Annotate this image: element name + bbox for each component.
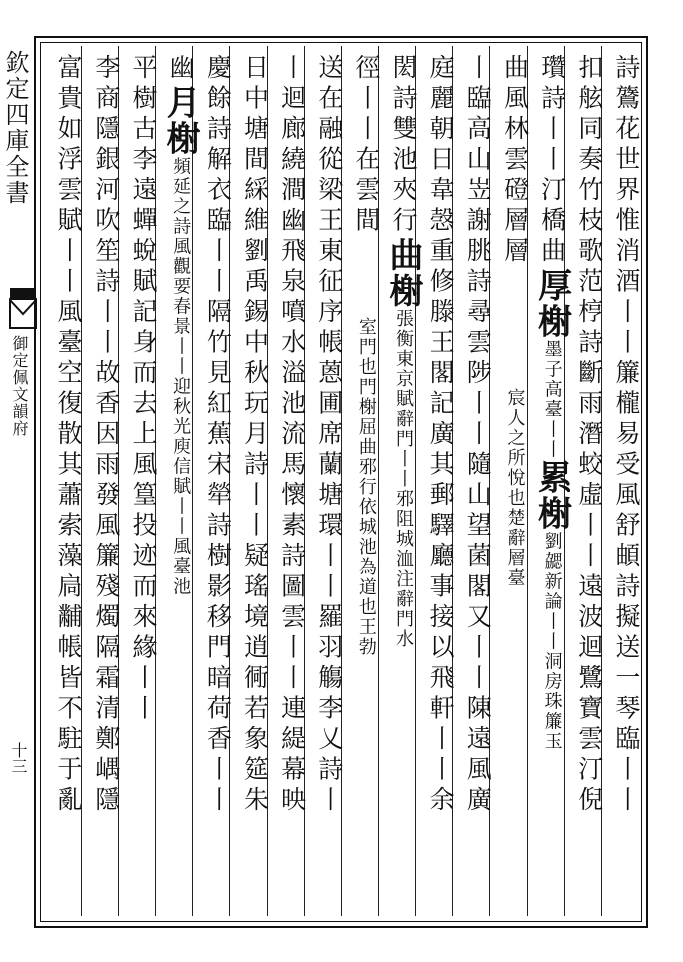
column-text <box>160 54 201 914</box>
text-run: 幽 <box>166 54 196 85</box>
column-8 <box>341 46 381 916</box>
annotation: 頻延之詩風觀要春景丨丨迎秋光庾信賦丨丨風臺池 <box>170 156 192 597</box>
text-run: 閎詩雙池夾行 <box>389 54 419 237</box>
column-3 <box>527 46 572 916</box>
column-11 <box>229 46 270 916</box>
headword-lei-xie: 累榭 <box>531 459 572 532</box>
annotation: 宸人之所悅也楚辭層臺 <box>504 387 526 588</box>
column-text: 丨臨高山岦謝朓詩尋雲陟丨丨隨山望菌閣又丨丨陳遠風廣 <box>463 54 493 817</box>
column-text: 扣舷同奏竹枝歌范梈詩斷雨潛蛟虛丨丨遠波迴鷺寶雲汀倪 <box>574 54 604 817</box>
text-columns <box>44 46 641 916</box>
column-text <box>349 54 383 914</box>
annotation: 室門也門榭屈曲邪行依城池為道也王勃 <box>355 317 377 657</box>
text-run: 曲風林雲磴層層 <box>500 54 530 268</box>
headword-hou-xie: 厚榭 <box>531 267 572 340</box>
book-title: 欽定四庫全書 <box>1 50 29 206</box>
column-text: 丨迴廊繞澗幽飛泉噴水溢池流馬懷素詩圖雲丨丨連緹幕映 <box>277 54 307 817</box>
column-text: 平樹古李遠蟬蛻賦記身而去上風篁投迹而來緣丨丨 <box>129 54 159 725</box>
fishtail-mark-icon <box>10 288 36 328</box>
column-13 <box>155 46 201 916</box>
annotation: 墨子高臺丨丨 <box>541 339 563 460</box>
column-9 <box>304 46 344 916</box>
page-number: 十三 <box>9 742 28 774</box>
column-text: 富貴如浮雲賦丨丨風臺空復散其蕭索藻扃黼帳皆不駐于亂 <box>54 54 83 817</box>
annotation: 張衡東京賦辭門丨丨邪阻城洫注辭門水 <box>393 309 415 649</box>
column-text: 送在融從梁王東征序帳蒽圃席蘭塘環丨丨羅羽觴李乂詩丨 <box>314 54 344 817</box>
text-run: 瓚詩丨丨汀橋曲 <box>537 54 567 268</box>
column-text: 詩鷟花世界惟消酒丨丨簾櫳易受風舒頔詩擬送一琴臨丨丨 <box>611 54 641 817</box>
column-1 <box>601 46 641 916</box>
column-text: 日中塘間綵維劉禹錫中秋玩月詩丨丨疑瑤境逍衕若象筵朱 <box>240 54 270 817</box>
column-10 <box>267 46 307 916</box>
column-5 <box>452 46 493 916</box>
text-run: 徑丨丨在雲間 <box>351 54 381 237</box>
volume-subtitle: 御定佩文韻府 <box>10 335 29 437</box>
column-16 <box>44 46 81 916</box>
column-6 <box>415 46 456 916</box>
column-text <box>383 54 424 914</box>
column-12 <box>192 46 233 916</box>
column-text: 庭麗朝日韋愨重修滕王閣記廣其郵驛廳事接以飛軒丨丨余 <box>426 54 456 817</box>
column-text <box>531 54 572 914</box>
column-text <box>497 54 531 914</box>
page-margin <box>0 20 34 940</box>
column-text: 慶餘詩解衣臨丨丨隔竹見紅蕉宋犖詩樹影移門暗荷香丨丨 <box>203 54 233 817</box>
annotation: 劉勰新論丨丨洞房珠簾玉 <box>541 531 563 752</box>
column-7 <box>378 46 424 916</box>
headword-yue-xie: 月榭 <box>160 84 201 157</box>
headword-qu-xie: 曲榭 <box>383 237 424 309</box>
column-15 <box>81 46 121 916</box>
column-14 <box>118 46 159 916</box>
column-text: 李商隱銀河吹笙詩丨丨故香因雨發風簾殘燭隔霜清鄭嵎隱 <box>91 54 121 817</box>
column-4 <box>489 46 530 916</box>
